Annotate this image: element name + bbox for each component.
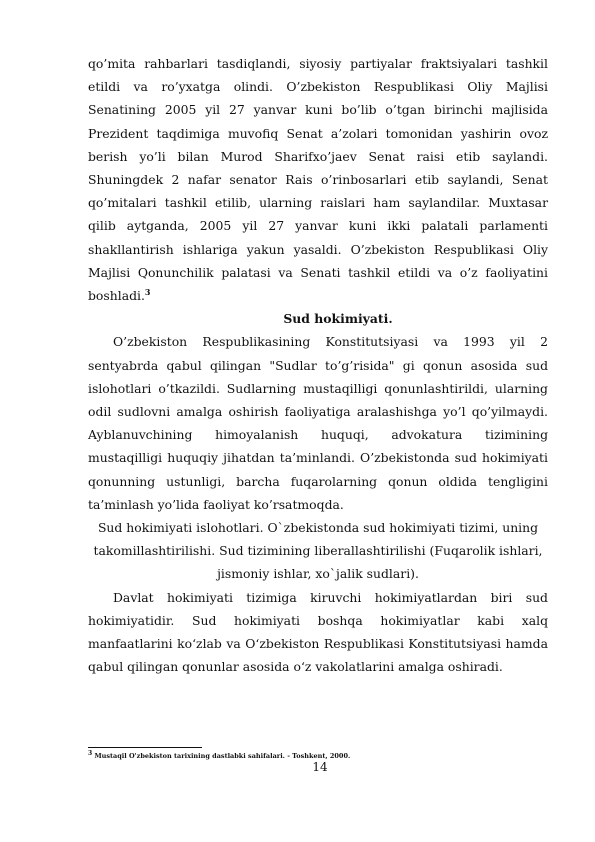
page-number: 14 <box>312 760 328 774</box>
body-text <box>88 52 548 678</box>
footnote-number: 3 <box>88 749 93 757</box>
paragraph-parliament <box>88 52 548 307</box>
paragraph-judicial-power: Davlat hokimiyati tizimiga kiruvchi hokimiyatlardan biri sud hokimiyatidir. Sud hokimiyati boshqa hokimiyatlar kabi xalq manfaatlarini ko‘zlab va O‘zbekiston Respublikasi Konstitutsiyasi hamda qabul qilingan qonunlar asosida o‘z vakolatlarini amalga oshiradi. <box>88 589 548 675</box>
paragraph-judiciary-reform: O’zbekiston Respublikasining Konstitutsiyasi va 1993 yil 2 sentyabrda qabul qilingan "Sudlar to’g’risida" gi qonun asosida sud islohotlari o’tkazildi. Sudlarning mustaqilligi qonunlashtirildi, ularning odil sudlovni amalga oshirish faoliyatiga aralashishga yo’l qo’yilmaydi. Ayblanuvchining himoyalanish huquqi, advokatura tizimining mustaqilligi huquqiy jihatdan ta’minlandi. O’zbekistonda sud hokimiyati qonunning ustunligi, barcha fuqarolarning qonun oldida tengligini ta’minlash yo’lida faoliyat ko’rsatmoqda. <box>88 334 548 512</box>
footnote-text: Mustaqil O'zbekiston tarixining dastlabki sahifalari. - Toshkent, 2000. <box>94 752 351 760</box>
footnote-divider <box>88 747 202 748</box>
paragraph-parliament-text: qo’mita rahbarlari tasdiqlandi, siyosiy partiyalar fraktsiyalari tashkil etildi va ro’yxatga olindi. O’zbekiston Respublikasi Oliy Majlisi Senatining 2005 yil 27 yanvar kuni bo’lib o’tgan birinchi majlisida Prezident taqdimiga muvofiq Senat a’zolari tomonidan yashirin ovoz berish yo’li bilan Murod Sharifxo’jaev Senat raisi etib saylandi. Shuningdek 2 nafar senator Rais o’rinbosarlari etib saylandi, Senat qo’mitalari tashkil etilib, ularning raislari ham saylandilar. Muxtasar qilib aytganda, 2005 yil 27 yanvar kuni ikki palatali parlamenti shakllantirish ishlariga yakun yasaldi. O’zbekiston Respublikasi Oliy Majlisi Qonunchilik palatasi va Senati tashkil etildi va o’z faoliyatini boshladi. <box>88 56 548 304</box>
footnote-reference[interactable]: 3 <box>144 286 151 297</box>
section-heading: Sud hokimiyati. <box>283 311 393 327</box>
paragraph-topics: Sud hokimiyati islohotlari. O`zbekistonda sud hokimiyati tizimi, uning takomillashtirilishi. Sud tizimining liberallashtirilishi (Fuqarolik ishlari, jismoniy ishlar, xo`jalik sudlari). <box>93 520 543 582</box>
